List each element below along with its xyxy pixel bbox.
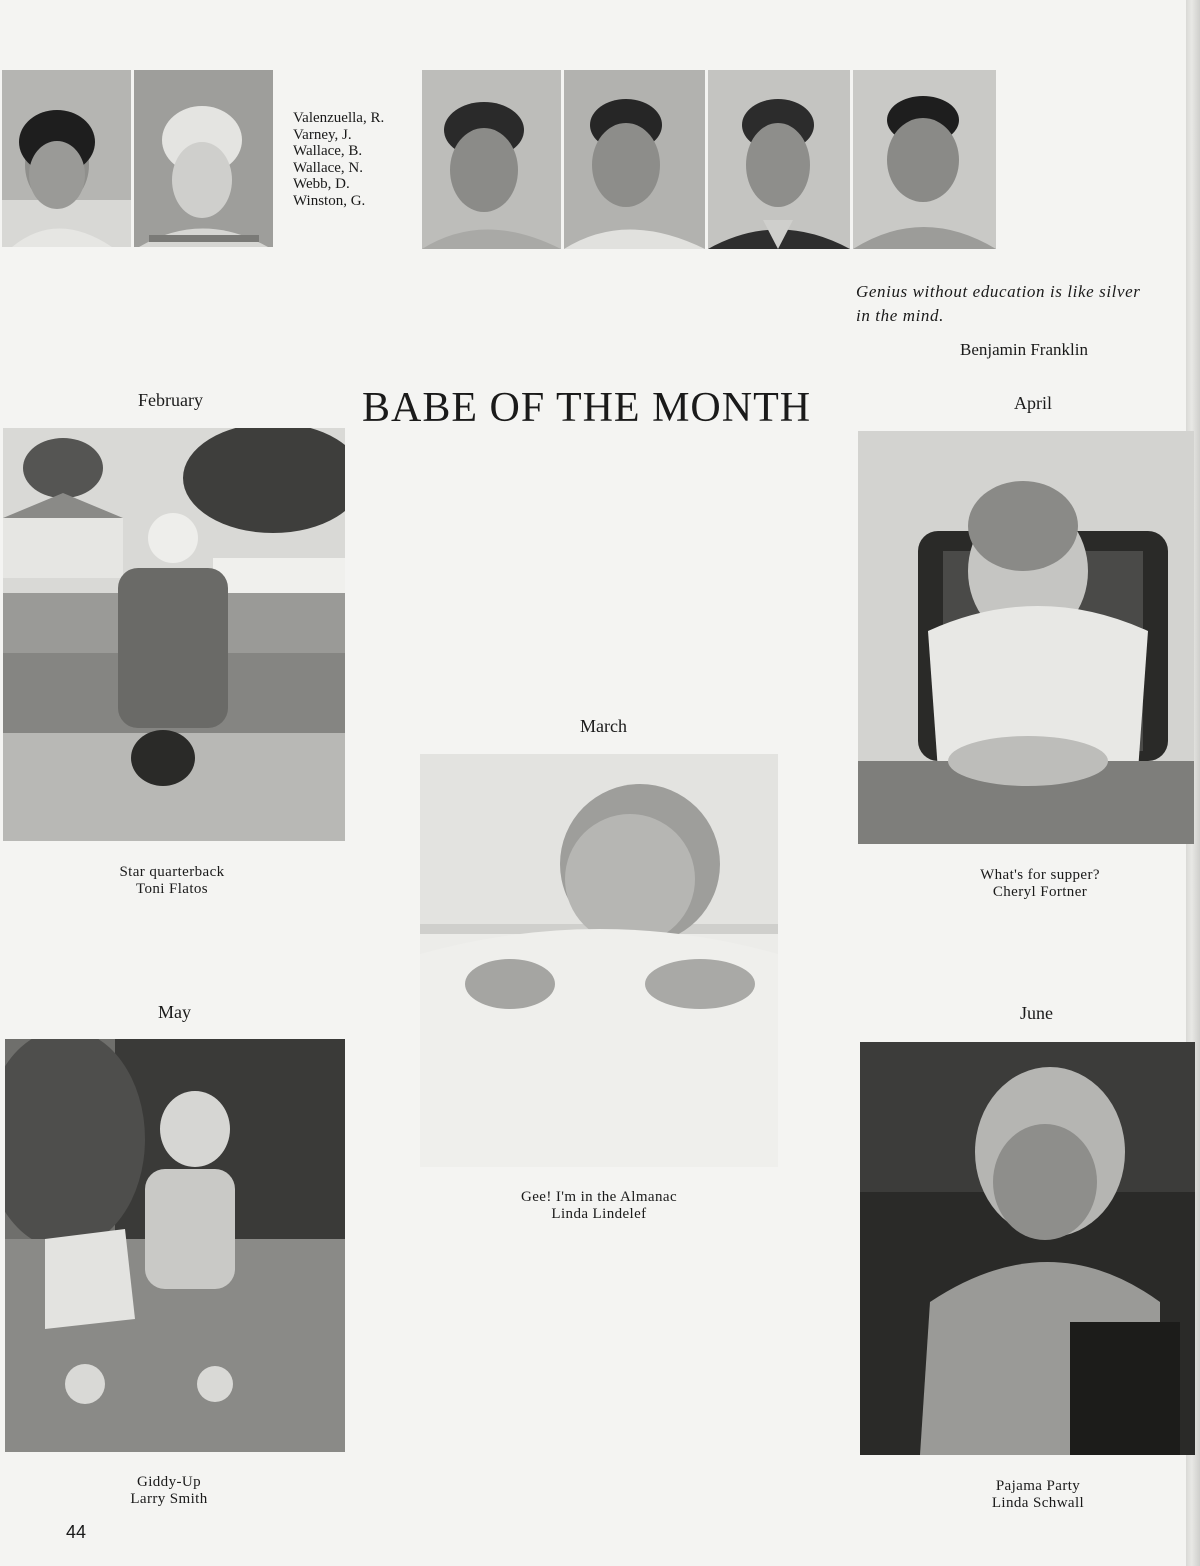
caption-line: Gee! I'm in the Almanac	[520, 1189, 677, 1205]
portrait-photo-3	[422, 70, 561, 249]
quote-text: Genius without education is like silver in the mind.	[856, 282, 1141, 325]
month-label-february: February	[138, 390, 203, 410]
quote-author: Benjamin Franklin	[960, 340, 1088, 359]
month-label-june: June	[1020, 1003, 1053, 1023]
month-label-may: May	[158, 1002, 191, 1022]
caption-line: What's for supper?	[980, 867, 1100, 883]
baby-photo-june	[860, 1042, 1195, 1455]
month-label-march: March	[580, 716, 627, 736]
portrait-photo-1	[2, 70, 131, 247]
page-title: BABE OF THE MONTH	[362, 385, 812, 431]
caption-june	[963, 1478, 1113, 1512]
portrait-name: Varney, J.	[293, 126, 352, 143]
caption-april	[960, 867, 1120, 901]
caption-february	[92, 864, 252, 898]
month-label-april: April	[1014, 393, 1052, 413]
portrait-photo-5	[708, 70, 850, 249]
caption-name: Toni Flatos	[135, 881, 209, 897]
portrait-photo-2	[134, 70, 273, 247]
portrait-photo-6	[853, 70, 996, 249]
caption-name: Linda Lindelef	[551, 1206, 647, 1222]
baby-photo-april	[858, 431, 1194, 844]
caption-line: Pajama Party	[995, 1478, 1081, 1494]
baby-photo-february	[3, 428, 345, 841]
portrait-photo-4	[564, 70, 705, 249]
caption-march	[489, 1189, 709, 1223]
caption-name: Cheryl Fortner	[992, 884, 1088, 900]
caption-name: Larry Smith	[130, 1491, 208, 1507]
caption-line: Star quarterback	[119, 864, 225, 880]
caption-name: Linda Schwall	[991, 1495, 1085, 1511]
portrait-name: Webb, D.	[293, 176, 350, 192]
portrait-name: Valenzuella, R.	[293, 110, 385, 126]
baby-photo-may	[5, 1039, 345, 1452]
portrait-names-list	[293, 110, 384, 209]
portrait-name: Winston, G.	[293, 192, 366, 209]
page-number: 44	[66, 1522, 87, 1542]
baby-photo-march	[420, 754, 778, 1167]
portrait-name: Wallace, B.	[293, 143, 363, 159]
portrait-name: Wallace, N.	[293, 159, 364, 176]
caption-line: Giddy-Up	[136, 1474, 202, 1490]
caption-may	[94, 1474, 244, 1508]
